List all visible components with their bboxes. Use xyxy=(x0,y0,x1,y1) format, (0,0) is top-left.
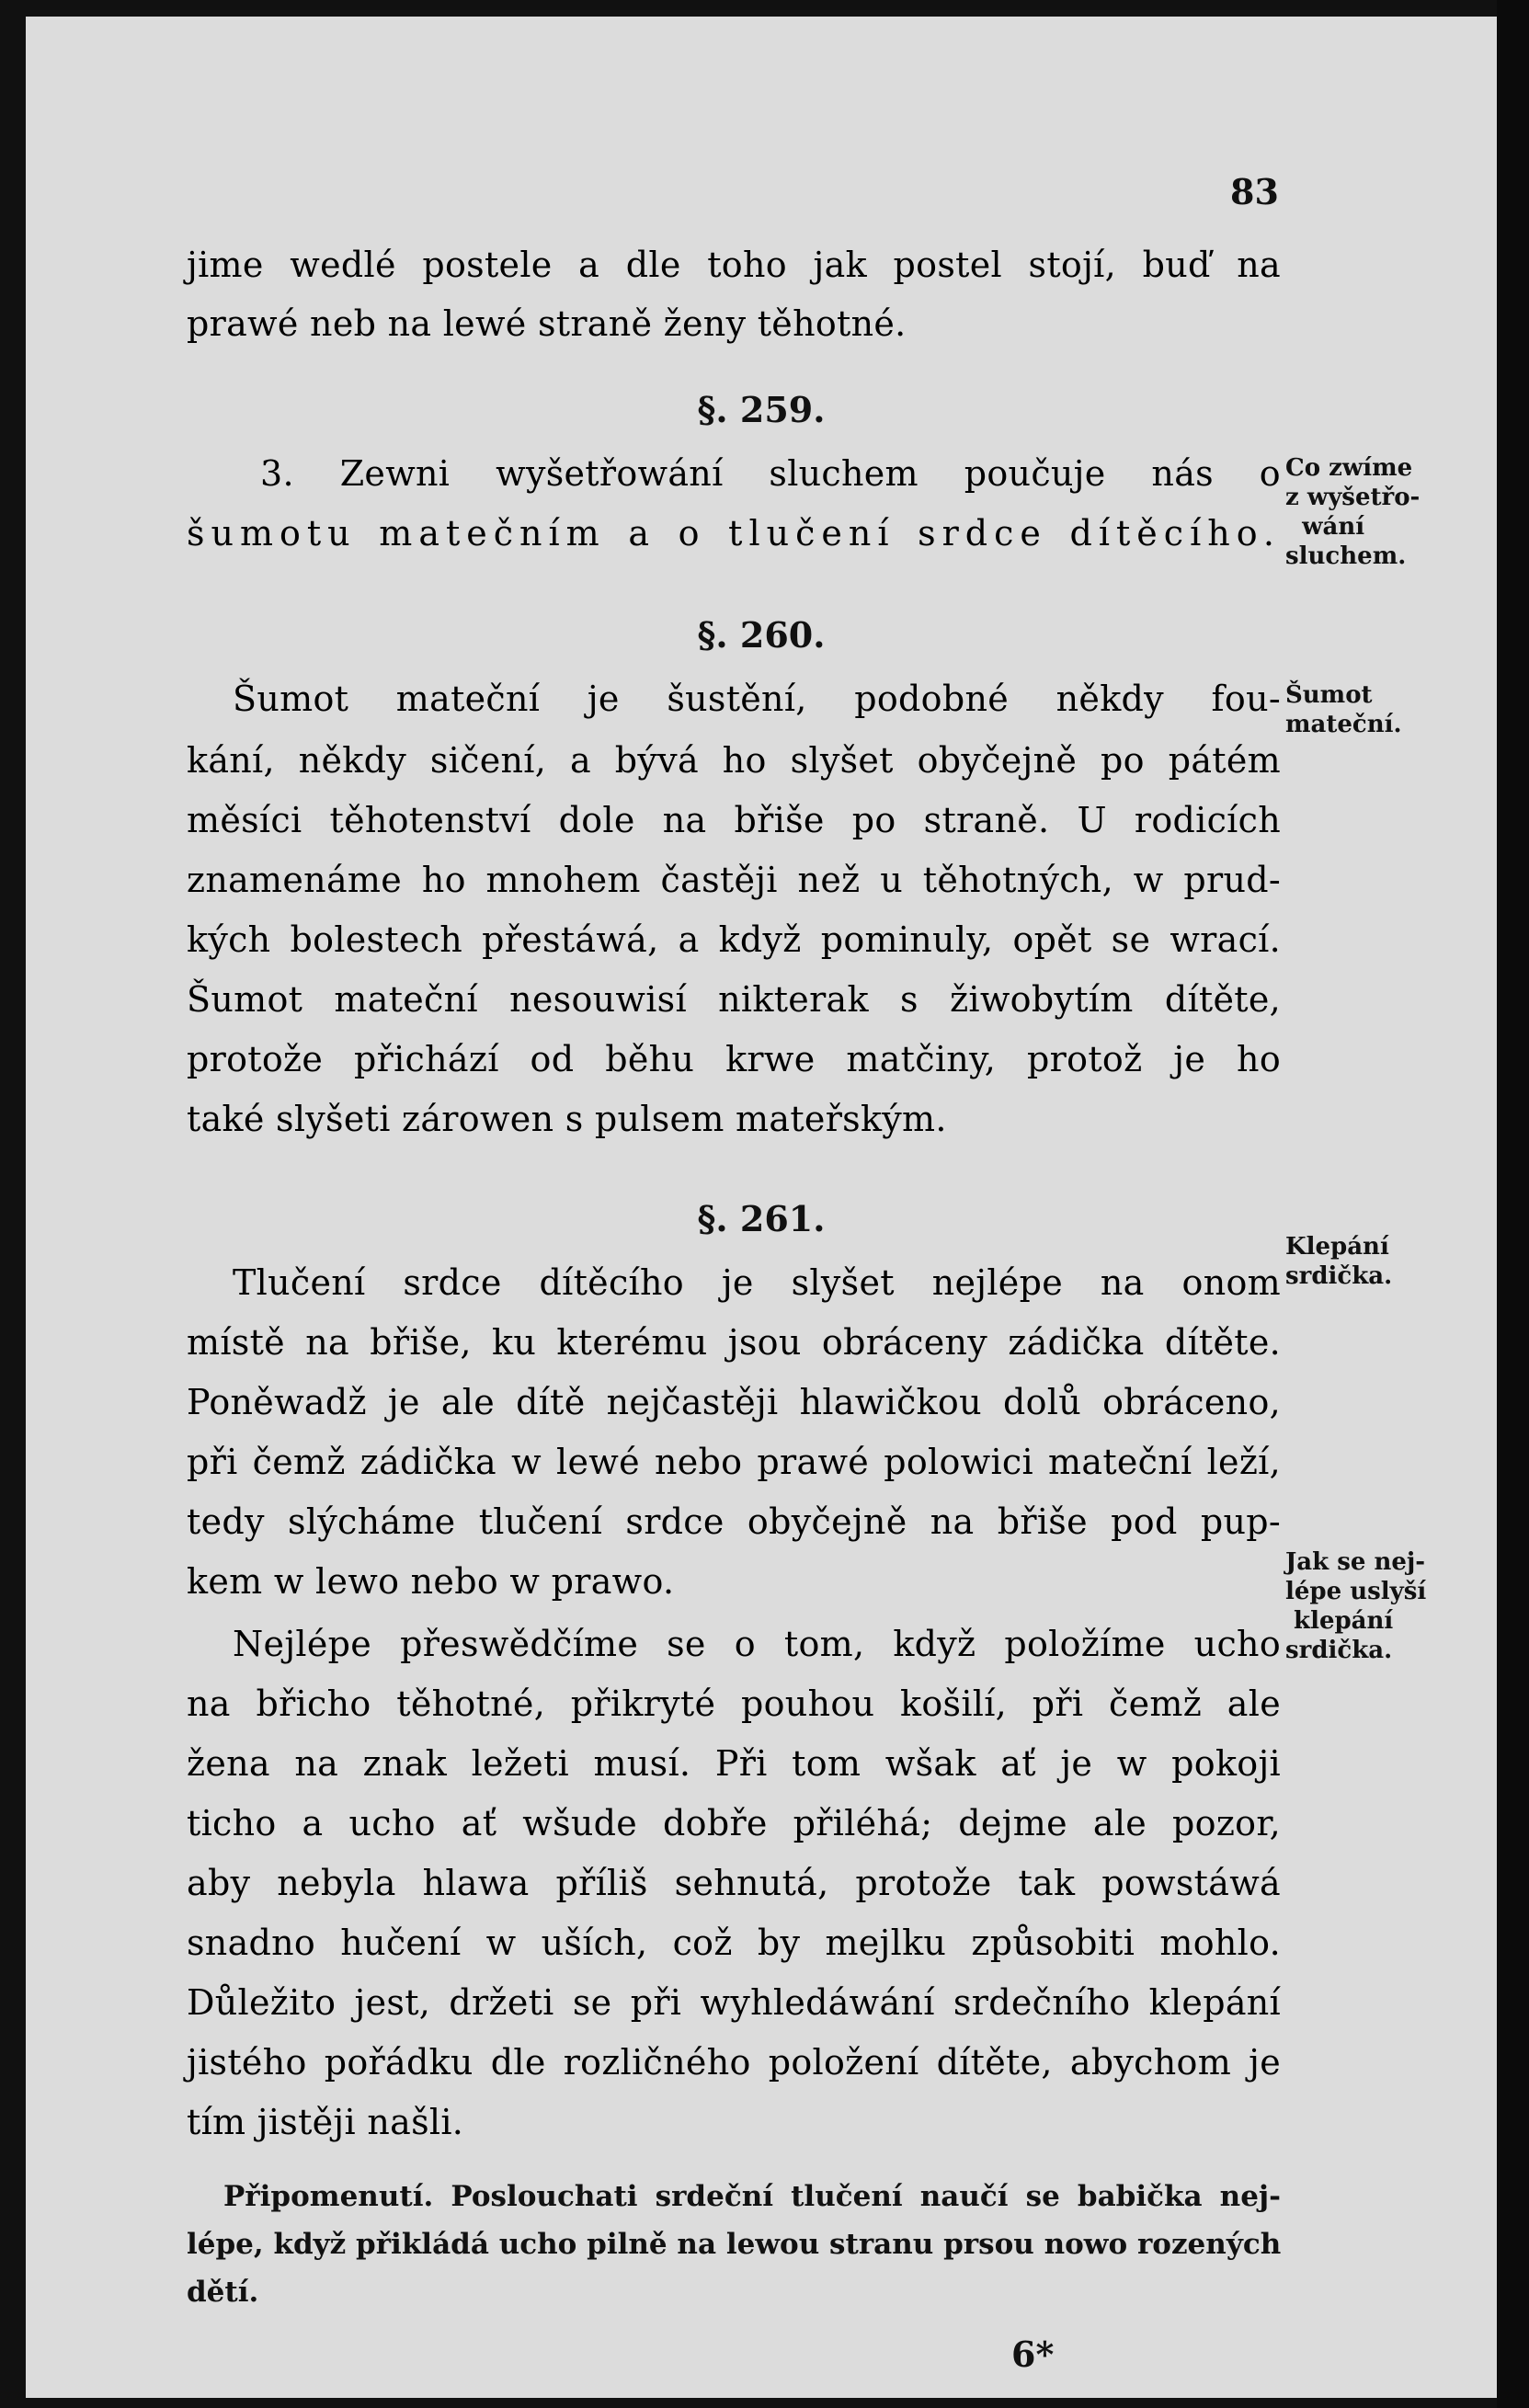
text-line: Tlučení srdce dítěcího je slyšet nejlépe na onom xyxy=(233,1262,1281,1303)
section-heading-260: §. 260. xyxy=(697,614,826,656)
signature-mark: 6* xyxy=(1011,2334,1055,2375)
page-number: 83 xyxy=(1230,171,1279,212)
section-heading-259: §. 259. xyxy=(697,389,826,430)
text-line: při čemž zádička w lewé nebo prawé polowici mateční leží, xyxy=(187,1442,1281,1482)
text-line: Důležito jest, držeti se při wyhledáwání srdečního klepání xyxy=(187,1982,1281,2023)
text-line: jime wedlé postele a dle toho jak postel stojí, buď na xyxy=(187,245,1281,285)
text-line: šumotu matečním a o tlučení srdce dítěcího. xyxy=(187,513,1281,553)
text-line: měsíci těhotenství dole na břiše po straně. U rodicích xyxy=(187,800,1281,840)
text-line: kem w lewo nebo w prawo. xyxy=(187,1561,675,1602)
text-line: jistého pořádku dle rozličného položení dítěte, abychom je xyxy=(187,2042,1281,2083)
text-line: tím jistěji našli. xyxy=(187,2102,464,2142)
note-line: dětí. xyxy=(187,2276,259,2309)
text-line: kání, někdy sičení, a bývá ho slyšet obyčejně po pátém xyxy=(187,740,1281,781)
margin-note: Klepání srdička. xyxy=(1285,1233,1393,1290)
text-line: prawé neb na lewé straně ženy těhotné. xyxy=(187,303,907,344)
section-heading-261: §. 261. xyxy=(697,1198,826,1239)
text-line: žena na znak ležeti musí. Při tom wšak ať je w pokoji xyxy=(187,1743,1281,1784)
text-line: Šumot mateční je šustění, podobné někdy fou- xyxy=(233,679,1281,719)
text-line: Šumot mateční nesouwisí nikterak s žiwobytím dítěte, xyxy=(187,979,1281,1020)
text-line: ticho a ucho ať wšude dobře přiléhá; dejme ale pozor, xyxy=(187,1803,1281,1843)
margin-note: Šumot mateční. xyxy=(1285,681,1402,738)
text-line: Poněwadž je ale dítě nejčastěji hlawičkou dolů obráceno, xyxy=(187,1382,1281,1422)
margin-note: Co zwíme z wyšetřo- wání sluchem. xyxy=(1285,454,1421,570)
scan-border xyxy=(1497,0,1529,2408)
text-line: snadno hučení w uších, což by mejlku způsobiti mohlo. xyxy=(187,1923,1281,1963)
text-line: 3. Zewni wyšetřowání sluchem poučuje nás o xyxy=(260,453,1281,494)
page-sheet xyxy=(26,17,1497,2398)
text-line: tedy slýcháme tlučení srdce obyčejně na břiše pod pup- xyxy=(187,1501,1281,1542)
text-line: znamenáme ho mnohem častěji než u těhotných, w prud- xyxy=(187,860,1281,900)
margin-note: Jak se nej- lépe uslyší klepání srdička. xyxy=(1285,1548,1427,1664)
text-line: na břicho těhotné, přikryté pouhou košilí, při čemž ale xyxy=(187,1683,1281,1724)
text-line: také slyšeti zárowen s pulsem mateřským. xyxy=(187,1099,947,1139)
note-line: lépe, když přikládá ucho pilně na lewou stranu prsou nowo rozených xyxy=(187,2228,1282,2261)
note-line: Připomenutí. Poslouchati srdeční tlučení naučí se babička nej- xyxy=(223,2180,1281,2213)
text-line: místě na břiše, ku kterému jsou obráceny zádička dítěte. xyxy=(187,1322,1281,1363)
text-line: kých bolestech přestáwá, a když pominuly, opět se wrací. xyxy=(187,919,1281,960)
text-line: Nejlépe přeswědčíme se o tom, když položíme ucho xyxy=(233,1624,1281,1664)
text-line: protože přichází od běhu krwe matčiny, protož je ho xyxy=(187,1039,1281,1079)
text-line: aby nebyla hlawa příliš sehnutá, protože tak powstáwá xyxy=(187,1863,1281,1903)
